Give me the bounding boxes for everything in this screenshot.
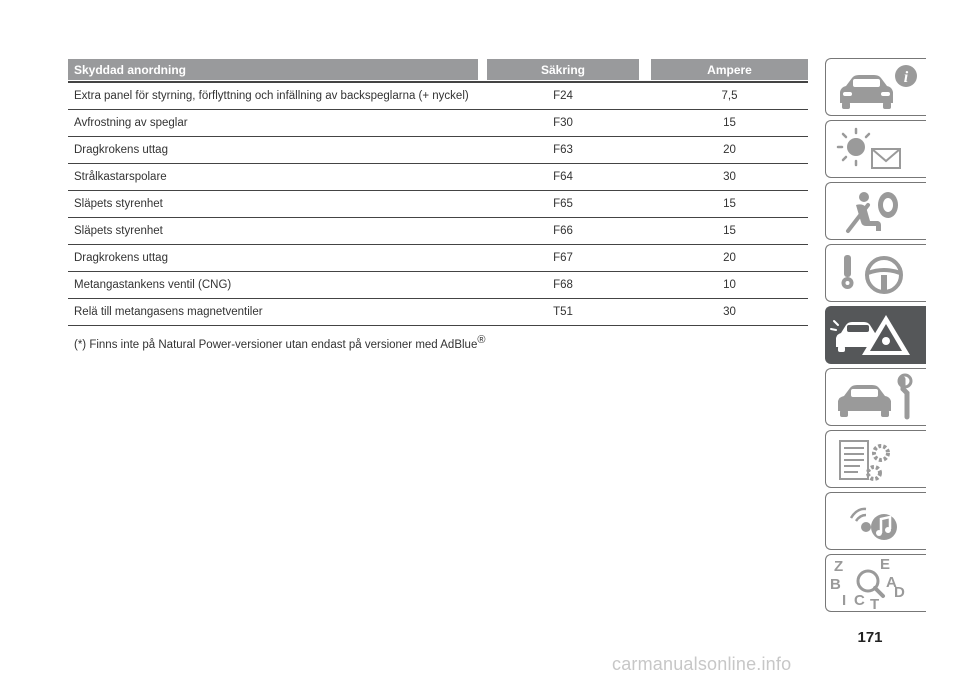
index-letter: B (830, 576, 841, 593)
table-row (68, 299, 808, 326)
tab-safety[interactable] (825, 182, 926, 240)
row-ampere: 15 (723, 198, 736, 210)
registered-mark: ® (477, 334, 486, 346)
tab-technical-data[interactable] (825, 430, 926, 488)
tab-maintenance[interactable] (825, 368, 926, 426)
row-ampere: 30 (723, 306, 736, 318)
footnote-text: (*) Finns inte på Natural Power-versioner utan endast på versioner med AdBlue (74, 338, 478, 351)
tab-multimedia[interactable] (825, 492, 926, 550)
row-fuse: F65 (553, 198, 573, 210)
row-description: Extra panel för styrning, förflyttning och infällning av backspeglarna (+ nyckel) (74, 90, 469, 102)
row-ampere: 20 (723, 144, 736, 156)
row-fuse: F30 (553, 117, 573, 129)
index-letter: D (894, 584, 905, 601)
index-letter: Z (834, 558, 844, 575)
technical-data-icon (826, 431, 927, 489)
row-ampere: 10 (723, 279, 736, 291)
table-row (68, 164, 808, 191)
table-row (68, 191, 808, 218)
alphabetical-index-icon (826, 555, 927, 613)
table-row (68, 245, 808, 272)
table-row (68, 137, 808, 164)
index-letter: I (842, 592, 847, 609)
warning-lights-icon (826, 121, 927, 179)
key-steering-wheel-icon (826, 245, 927, 303)
row-fuse: F24 (553, 90, 573, 102)
tab-warning-lights[interactable] (825, 120, 926, 178)
header-fuse: Säkring (487, 59, 639, 80)
tab-emergency[interactable] (825, 306, 926, 364)
fuse-table (68, 59, 808, 351)
row-description: Strålkastarspolare (74, 171, 167, 183)
row-description: Dragkrokens uttag (74, 252, 168, 264)
safety-airbag-icon (826, 183, 927, 241)
page-number: 171 (857, 629, 883, 646)
header-protected-device: Skyddad anordning (68, 59, 478, 80)
index-letter: E (880, 556, 891, 573)
tab-alphabetical-index[interactable] (825, 554, 926, 612)
tab-car-info[interactable] (825, 58, 926, 116)
row-fuse: F67 (553, 252, 573, 264)
row-fuse: T51 (553, 306, 573, 318)
index-letter: A (886, 574, 897, 591)
row-description: Avfrostning av speglar (74, 117, 188, 129)
row-description: Släpets styrenhet (74, 225, 163, 237)
table-row (68, 83, 808, 110)
footnote (68, 334, 808, 351)
row-ampere: 20 (723, 252, 736, 264)
row-description: Metangastankens ventil (CNG) (74, 279, 232, 291)
row-fuse: F66 (553, 225, 573, 237)
table-header (68, 59, 808, 80)
table-body (68, 83, 808, 326)
emergency-breakdown-icon (826, 307, 927, 365)
row-ampere: 7,5 (721, 90, 738, 102)
row-description: Dragkrokens uttag (74, 144, 168, 156)
table-row (68, 110, 808, 137)
index-letter: C (854, 592, 865, 609)
table-row (68, 218, 808, 245)
row-fuse: F64 (553, 171, 573, 183)
row-ampere: 15 (723, 117, 736, 129)
table-row (68, 272, 808, 299)
row-description: Relä till metangasens magnetventiler (74, 306, 263, 318)
watermark: carmanualsonline.info (612, 654, 792, 674)
row-ampere: 30 (723, 171, 736, 183)
tab-starting-driving[interactable] (825, 244, 926, 302)
car-maintenance-icon (826, 369, 927, 427)
row-ampere: 15 (723, 225, 736, 237)
multimedia-icon (826, 493, 927, 551)
svg-text:i: i (903, 69, 909, 86)
car-info-icon (826, 59, 927, 117)
row-fuse: F68 (553, 279, 573, 291)
row-description: Släpets styrenhet (74, 198, 163, 210)
header-ampere: Ampere (651, 59, 808, 80)
index-letter: T (870, 596, 880, 613)
row-fuse: F63 (553, 144, 573, 156)
